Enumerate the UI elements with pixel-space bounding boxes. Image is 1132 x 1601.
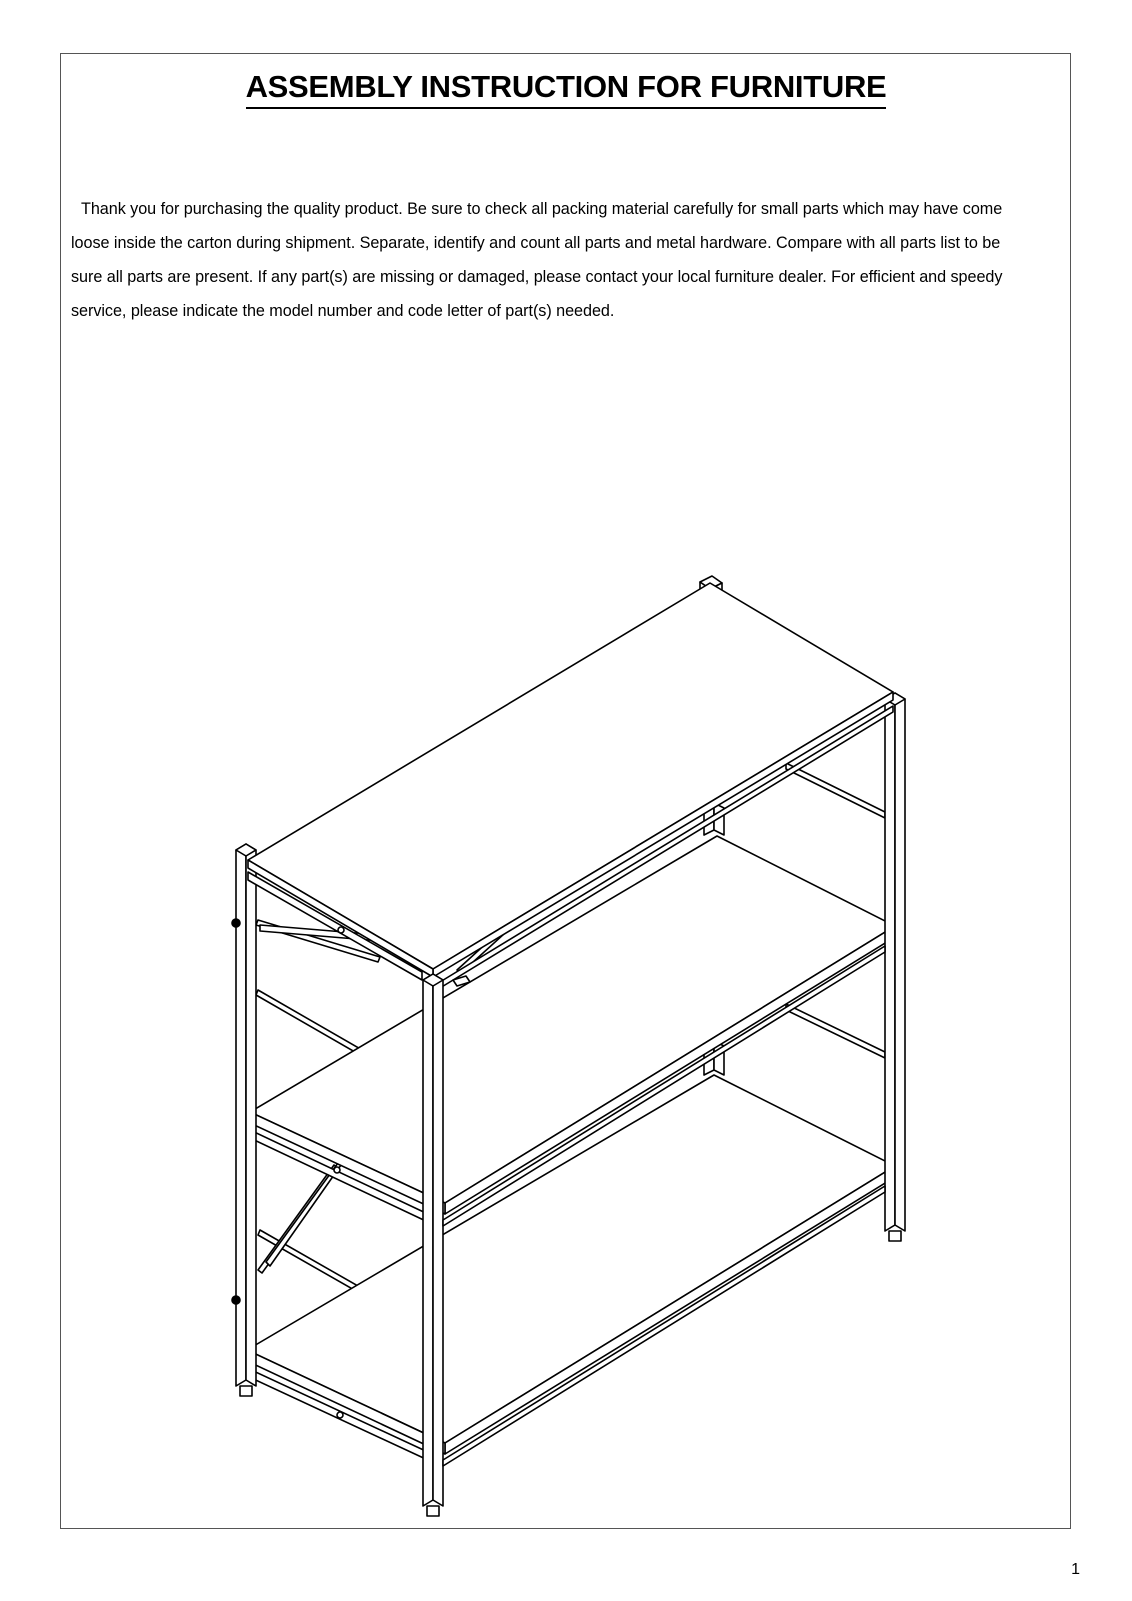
page-number: 1 [1071, 1561, 1080, 1578]
document-title: ASSEMBLY INSTRUCTION FOR FURNITURE [246, 68, 887, 109]
right-front-post [885, 693, 905, 1241]
left-rear-post [232, 844, 256, 1396]
intro-paragraph: Thank you for purchasing the quality product. Be sure to check all packing material carefully for small parts which may have come loose inside the carton during shipment. Separate, identify and count all parts and metal hardware. Compare with all parts list to be sure all parts are present. If any part(s) are missing or damaged, please contact your local furniture dealer. For efficient and speedy service, please indicate the model number and code letter of part(s) needed. [71, 200, 1003, 320]
left-front-post [423, 974, 443, 1516]
